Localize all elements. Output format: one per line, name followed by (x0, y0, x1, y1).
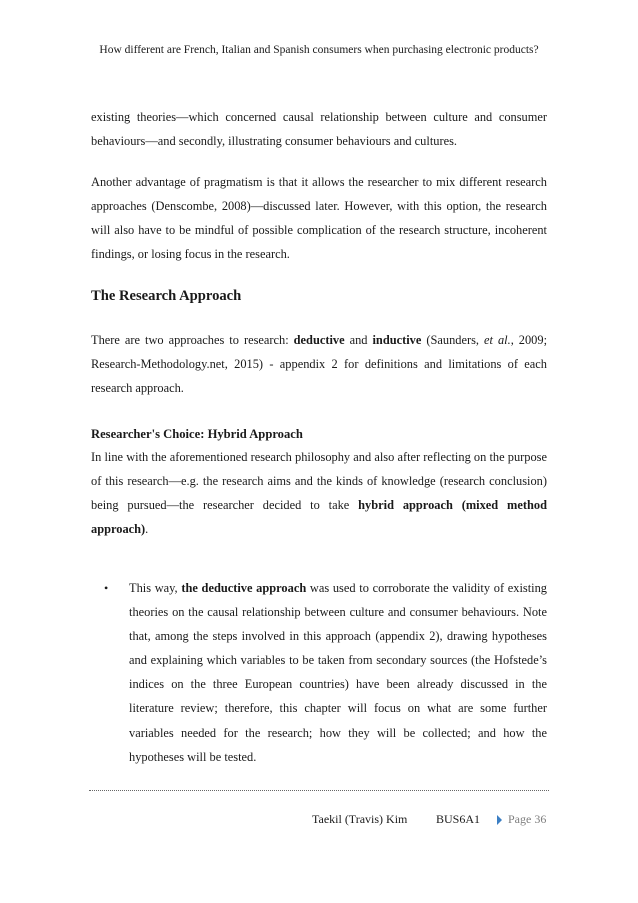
footer-page-number: Page 36 (508, 812, 547, 826)
footer-divider (89, 790, 549, 791)
running-header: How different are French, Italian and Spanish consumers when purchasing electronic products? (99, 44, 539, 56)
paragraph-hybrid-approach (91, 445, 547, 541)
paragraph-existing-theories: existing theories—which concerned causal relationship between culture and consumer behaviours—and secondly, illustrating consumer behaviours and cultures. (91, 110, 547, 149)
et-al: et al. (484, 333, 511, 347)
text-span: was used to corroborate the validity of existing theories on the causal relationship between culture and consumer behaviours. Note that, among the steps involved in this approach (appendix 2), drawing hypotheses and explaining which variables to be taken from secondary sources (the Hofstede’s indices on the three European countries) have been already discussed in the literature review; therefore, this chapter will focus on what are some further variables needed for the research; how they will be collected; and how the hypotheses will be tested. (129, 581, 547, 764)
term-inductive: inductive (372, 333, 422, 347)
triangle-right-icon (497, 815, 502, 825)
term-deductive-approach: the deductive approach (181, 581, 307, 595)
text-span: This way, (129, 581, 182, 595)
text-span: There are two approaches to research: (91, 333, 294, 347)
term-hybrid-approach: hybrid approach (mixed method approach) (91, 498, 547, 537)
subsection-heading: Researcher's Choice: Hybrid Approach (91, 427, 303, 441)
term-deductive: deductive (293, 333, 345, 347)
footer-course-code: BUS6A1 (436, 812, 481, 826)
text-span: (Saunders, (421, 333, 485, 347)
section-heading: The Research Approach (91, 288, 242, 304)
footer-author: Taekil (Travis) Kim (312, 812, 408, 826)
page-footer (0, 812, 638, 828)
paragraph-research-approaches (91, 328, 547, 400)
text-span: . (145, 522, 149, 537)
text-span: , 2009; Research-Methodology.net, 2015) - appendix 2 for definitions and limitations of each research approach. (91, 333, 548, 396)
paragraph-pragmatism-advantage: Another advantage of pragmatism is that it allows the researcher to mix different research approaches (Denscombe, 2008)—discussed later. However, with this option, the research will also have to be mindful of possible complication of the research structure, incoherent findings, or losing focus in the research. (91, 175, 547, 262)
bullet-item-deductive (129, 576, 547, 769)
bullet-marker: • (104, 581, 109, 595)
text-span: and (344, 333, 373, 347)
text-span: In line with the aforementioned research philosophy and also after reflecting on the purpose of this research—e.g. the research aims and the kinds of knowledge (research conclusion) being pursued—the researcher decided to take (91, 450, 547, 513)
